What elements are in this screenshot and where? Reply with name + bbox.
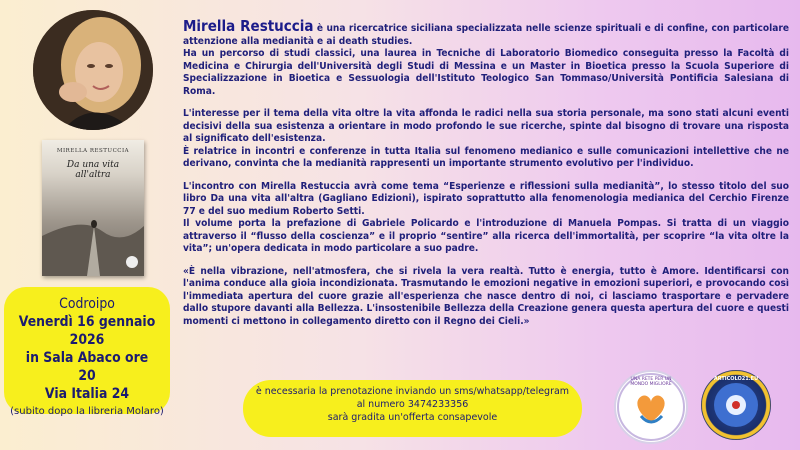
quote-paragraph: «È nella vibrazione, nell'atmosfera, che si rivela la vera realtà. Tutto è energia, tutto è Amore. Identificarsi con l'anima conduce alla gioia incondizionata. Trasmutando le emozioni negative in emozioni superiori, e provocando così l'immediata apertura del cuore grazie all'esperienza che nasce dentro di noi, ci lasciamo trasportare e pervadere dallo stupore davanti alla Bellezza. L'insostenibile Bellezza della Creazione genera questa apertura del cuore e questi momenti ci mettono in collegamento diretto con il Regno dei Cieli.» xyxy=(183,265,789,327)
intro-lead: è una ricercatrice siciliana specializzata nelle scienze spirituali e di confine, con particolare attenzione alla medianità e ai death studies. xyxy=(183,23,789,47)
event-place: in Sala Abaco ore 20 xyxy=(25,350,149,384)
book-cover xyxy=(42,140,144,276)
speaker-name: Mirella Restuccia xyxy=(183,17,314,35)
intro-bio: Ha un percorso di studi classici, una laurea in Tecniche di Laboratorio Biomedico conseguita presso la Facoltà di Medicina e Chirurgia dell'Università degli Studi di Messina e un Master in Bioetica presso la Scuola Superiore di Specializzazione in Bioetica e Sessuologia dell'Istituto Teologico San Tommaso/Università Pontificia Salesiana di Roma. xyxy=(183,48,789,97)
reservation-line1: è necessaria la prenotazione inviando un sms/whatsapp/telegram xyxy=(255,386,570,397)
book-title xyxy=(42,160,144,180)
paragraph-book xyxy=(183,181,789,256)
book-title-line1: Da una vita xyxy=(66,160,120,170)
publisher-logo-icon xyxy=(126,256,138,268)
rete-logo-text: UNA RETE PER UN MONDO MIGLIORE xyxy=(630,377,672,387)
event-note: (subito dopo la libreria Molaro) xyxy=(10,406,164,417)
event-address: Via Italia 24 xyxy=(44,386,130,402)
paragraph-3: È relatrice in incontri e conferenze in tutta Italia sul fenomeno medianico e sulle comunicazioni intellettive che ne derivano, convinta che la medianità rappresenti un importante strumento evolutivo per l'individuo. xyxy=(183,145,789,169)
paragraph-2: L'interesse per il tema della vita oltre la vita affonda le radici nella sua storia personale, ma sono stati alcuni eventi decisivi della sua esistenza a orientare in modo profondo le sue ricerche, spinte dal bisogno di trovare una risposta al significato dell'esistenza. xyxy=(183,108,789,144)
book-author: MIRELLA RESTUCCIA xyxy=(56,148,130,154)
book-title-line2: all'altra xyxy=(75,170,111,180)
rete-logo xyxy=(614,370,688,444)
reservation-box xyxy=(243,380,582,437)
author-portrait xyxy=(33,10,153,130)
main-text xyxy=(183,17,789,338)
event-date: Venerdì 16 gennaio 2026 xyxy=(18,314,156,348)
intro-paragraph xyxy=(183,17,789,98)
articolo21-logo-text: ARTICOLO21.EU xyxy=(713,376,759,382)
reservation-phone: al numero 3474233356 xyxy=(356,399,469,410)
paragraph-interest xyxy=(183,108,789,171)
paragraph-5: Il volume porta la prefazione di Gabriele Policardo e l'introduzione di Manuela Pompas. Si tratta di un viaggio attraverso il “flusso della coscienza” e il proprio “sentire” alla ricerca dell'immortalità, per scoprire “la vita oltre la vita”; un'opera dedicata in modo particolare a suo padre. xyxy=(183,218,789,254)
paragraph-4: L'incontro con Mirella Restuccia avrà come tema “Esperienze e riflessioni sulla medianità”, lo stesso titolo del suo libro Da una vita all'altra (Gagliano Edizioni), ispirato soprattutto alla fenomenologia medianica del Cerchio Firenze 77 e del suo medium Roberto Setti. xyxy=(183,180,789,217)
reservation-offer: sarà gradita un'offerta consapevole xyxy=(327,412,498,423)
articolo21-logo xyxy=(701,370,771,440)
event-city: Codroipo xyxy=(59,296,115,312)
portrait-illustration xyxy=(33,10,153,130)
event-info-box xyxy=(4,287,170,417)
